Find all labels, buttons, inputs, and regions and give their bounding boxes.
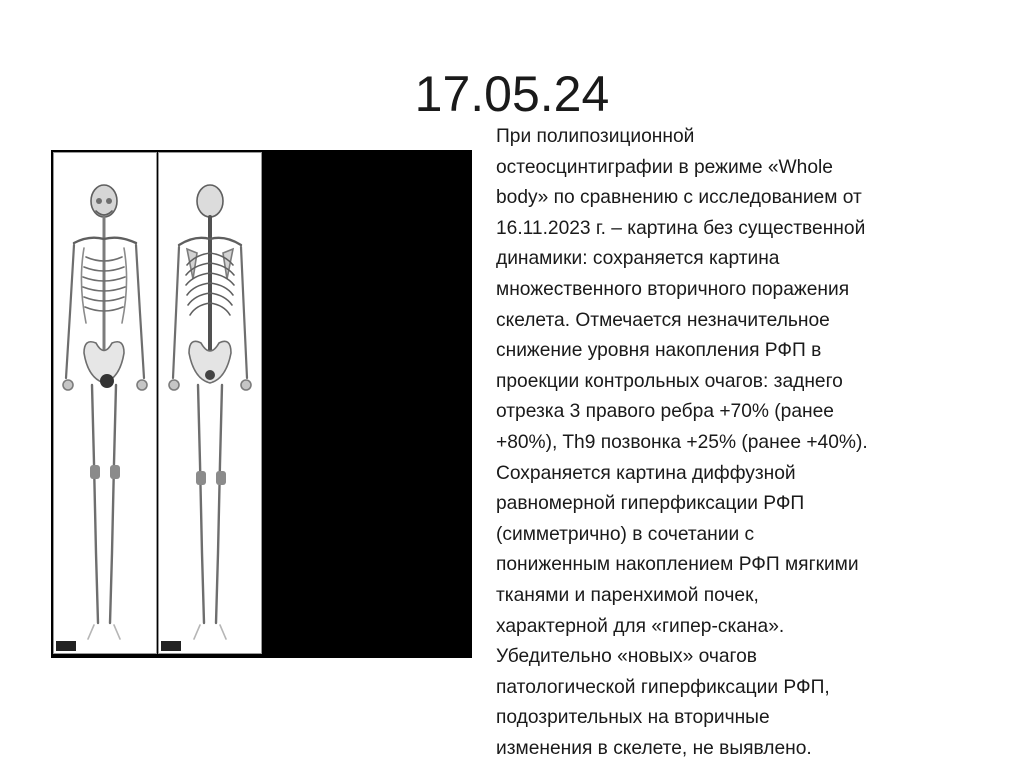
report-line: динамики: сохраняется картина (496, 248, 780, 270)
report-line: множественного вторичного поражения (496, 278, 850, 300)
report-text (496, 122, 986, 764)
skeleton-posterior-icon (159, 153, 261, 653)
report-line: пониженным накоплением РФП мягкими (496, 554, 859, 576)
report-line: тканями и паренхимой почек, (496, 584, 759, 606)
report-line: равномерной гиперфиксации РФП (496, 493, 805, 515)
scan-annotation-label (161, 641, 181, 651)
report-line: отрезка 3 правого ребра +70% (ранее (496, 401, 834, 423)
report-line: изменения в скелете, не выявлено. (496, 737, 812, 759)
slide-title: 17.05.24 (414, 66, 610, 122)
scan-annotation-label (56, 641, 76, 651)
scan-image-panel (51, 150, 472, 658)
report-line: скелета. Отмечается незначительное (496, 309, 830, 331)
report-line: +80%), Th9 позвонка +25% (ранее +40%). (496, 431, 868, 453)
skeleton-anterior-icon (54, 153, 156, 653)
report-line: патологической гиперфиксации РФП, (496, 676, 830, 698)
report-line: остеосцинтиграфии в режиме «Whole (496, 156, 833, 178)
report-line: При полипозиционной (496, 126, 695, 147)
posterior-scan-frame (158, 152, 262, 654)
report-line: body» по сравнению с исследованием от (496, 187, 862, 209)
report-line: снижение уровня накопления РФП в (496, 340, 822, 362)
report-line: Убедительно «новых» очагов (496, 646, 757, 668)
report-line: характерной для «гипер-скана». (496, 615, 785, 637)
report-line: Сохраняется картина диффузной (496, 462, 796, 484)
anterior-scan-frame (53, 152, 157, 654)
report-line: 16.11.2023 г. – картина без существенной (496, 217, 866, 239)
report-line: подозрительных на вторичные (496, 707, 770, 729)
report-line: проекции контрольных очагов: заднего (496, 370, 843, 392)
report-line: (симметрично) в сочетании с (496, 523, 755, 545)
